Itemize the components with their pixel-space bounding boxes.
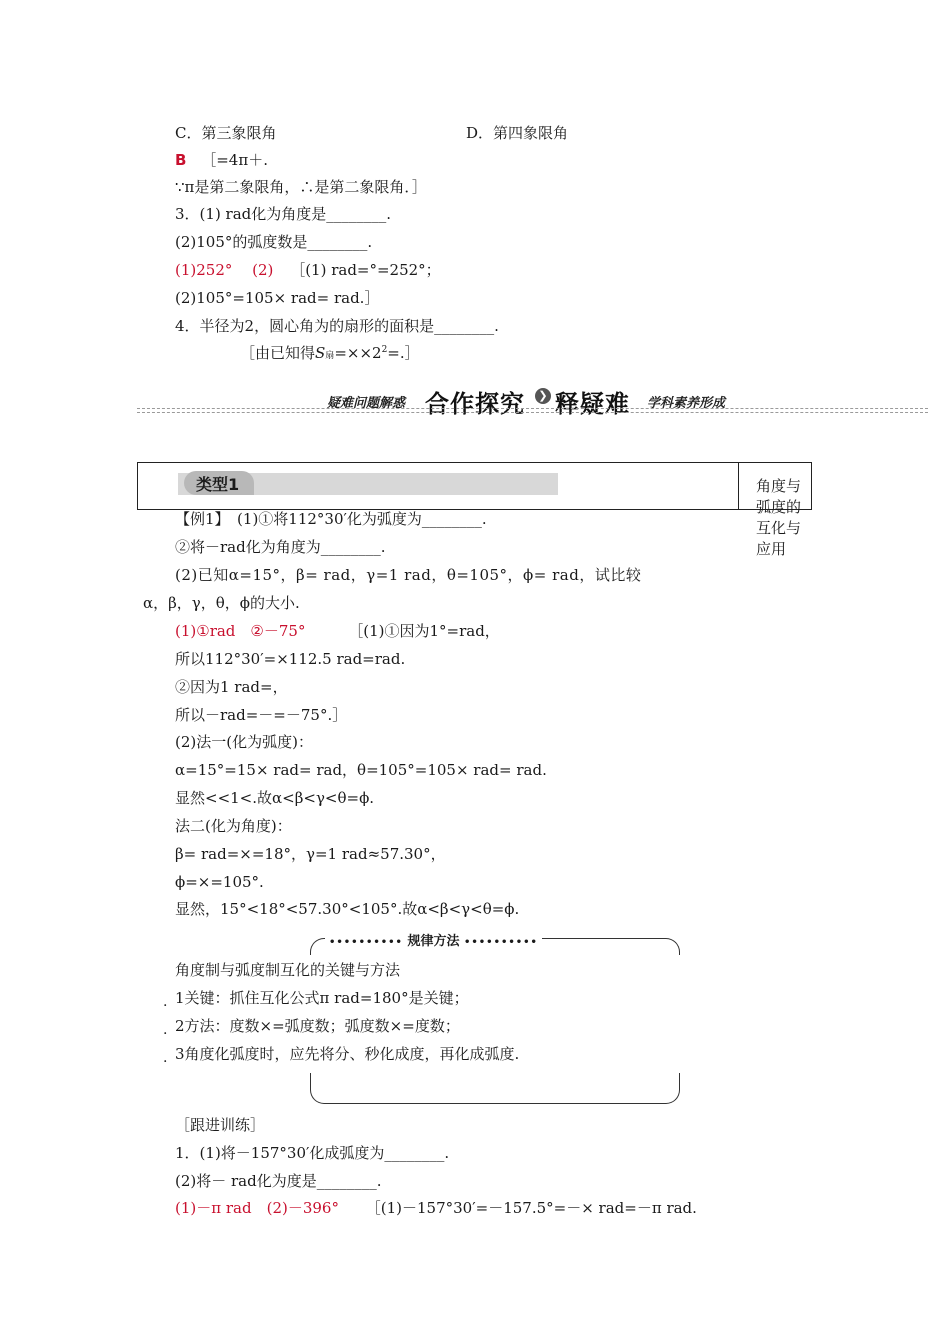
arrow-circle-icon: ❯	[535, 388, 551, 404]
question-3-2: (2)105°的弧度数是________.	[175, 233, 373, 251]
bullet-dot: .	[163, 1022, 168, 1038]
example-line-8: 所以－rad=－=－75°.］	[175, 706, 348, 724]
example-line-9: (2)法一(化为弧度)：	[175, 733, 313, 751]
banner-left-caption: 疑难问题解惑	[327, 396, 406, 411]
answer-red: (1)252° (2)	[175, 261, 274, 279]
question-3-solution-2: (2)105°=105× rad= rad.］	[175, 289, 380, 307]
method-item-1: 1关键：抓住互化公式π rad=180°是关键；	[175, 989, 469, 1007]
method-title	[325, 930, 542, 949]
answer-b-line	[175, 150, 268, 170]
method-item-3: 3角度化弧度时，应先将分、秒化成度，再化成弧度.	[175, 1045, 520, 1063]
example-line-15: 显然，15°<18°<57.30°<105°.故α<β<γ<θ=ϕ.	[175, 900, 520, 918]
dots-left: ••••••••••	[329, 937, 403, 948]
example-line-13: β= rad=×=18°，γ=1 rad≈57.30°，	[175, 845, 446, 863]
question-4-answer	[240, 343, 420, 366]
example-answer-red: (1)①rad ②－75°	[175, 622, 306, 640]
banner-title-2: 释疑难	[555, 390, 630, 418]
option-c: C．第三象限角	[175, 124, 277, 142]
example-line-14: ϕ=×=105°.	[175, 873, 264, 891]
example-line-1: 【例1】 (1)①将112°30′化为弧度为________.	[175, 510, 487, 528]
bullet-dot: .	[163, 1050, 168, 1066]
q4-ans-b: =××2	[334, 344, 382, 362]
example-line-3: (2)已知α=15°，β= rad，γ=1 rad，θ=105°，ϕ= rad，试比较	[175, 566, 642, 584]
banner-rule-bottom	[137, 412, 928, 413]
example-line-11: 显然<<1<.故α<β<γ<θ=ϕ.	[175, 789, 375, 807]
example-answer-black: ［(1)①因为1°=rad，	[348, 622, 500, 640]
example-line-7: ②因为1 rad=，	[175, 678, 288, 696]
q4-ans-a: ［由已知得	[240, 344, 316, 362]
type-divider	[738, 463, 739, 509]
banner-right-caption: 学科素养形成	[647, 396, 726, 411]
banner-title-1: 合作探究	[425, 390, 525, 418]
section-banner	[137, 384, 928, 418]
banner-rule-top	[137, 408, 928, 409]
method-heading: 角度制与弧度制互化的关键与方法	[175, 961, 401, 979]
answer-b-text: ［=4π＋.	[201, 151, 268, 169]
bullet-dot: .	[163, 994, 168, 1010]
method-frame-bottom	[310, 1073, 680, 1104]
q4-ans-s: S	[315, 344, 326, 362]
example-line-12: 法二(化为角度)：	[175, 817, 292, 835]
method-item-2: 2方法：度数×=弧度数；弧度数×=度数；	[175, 1017, 460, 1035]
q4-ans-sub: 扇	[325, 351, 335, 361]
dots-right: ••••••••••	[464, 937, 538, 948]
example-line-10: α=15°=15× rad= rad，θ=105°=105× rad= rad.	[175, 761, 547, 779]
example-line-2: ②将－rad化为角度为________.	[175, 538, 386, 556]
q4-ans-sup: 2	[381, 345, 388, 355]
example-line-6: 所以112°30′=×112.5 rad=rad.	[175, 650, 406, 668]
practice-answer-line	[175, 1198, 697, 1218]
practice-title: ［跟进训练］	[175, 1116, 266, 1134]
question-3-1: 3．(1) rad化为角度是________.	[175, 205, 392, 223]
practice-answer-red: (1)－π rad (2)－396°	[175, 1199, 339, 1217]
q4-ans-c: =.］	[387, 344, 420, 362]
question-4: 4．半径为2，圆心角为的扇形的面积是________.	[175, 317, 499, 335]
because-line: ∵π是第二象限角，∴是第二象限角．］	[175, 178, 427, 196]
type-label: 类型1	[196, 475, 240, 494]
answer-letter: B	[175, 151, 187, 169]
example-answer-line	[175, 621, 500, 641]
question-3-answer	[175, 260, 441, 280]
practice-line-2: (2)将－ rad化为度是________.	[175, 1172, 382, 1190]
practice-answer-black: ［(1)－157°30′=－157.5°=－× rad=－π rad.	[365, 1199, 697, 1217]
option-d: D．第四象限角	[466, 124, 569, 142]
practice-line-1: 1．(1)将－157°30′化成弧度为________.	[175, 1144, 450, 1162]
example-line-4: α，β，γ，θ，ϕ的大小.	[143, 594, 300, 612]
method-title-text: 规律方法	[407, 934, 460, 949]
type-title: 角度与弧度的互化与应用	[756, 477, 802, 558]
answer-solution: ［(1) rad=°=252°；	[290, 261, 441, 279]
